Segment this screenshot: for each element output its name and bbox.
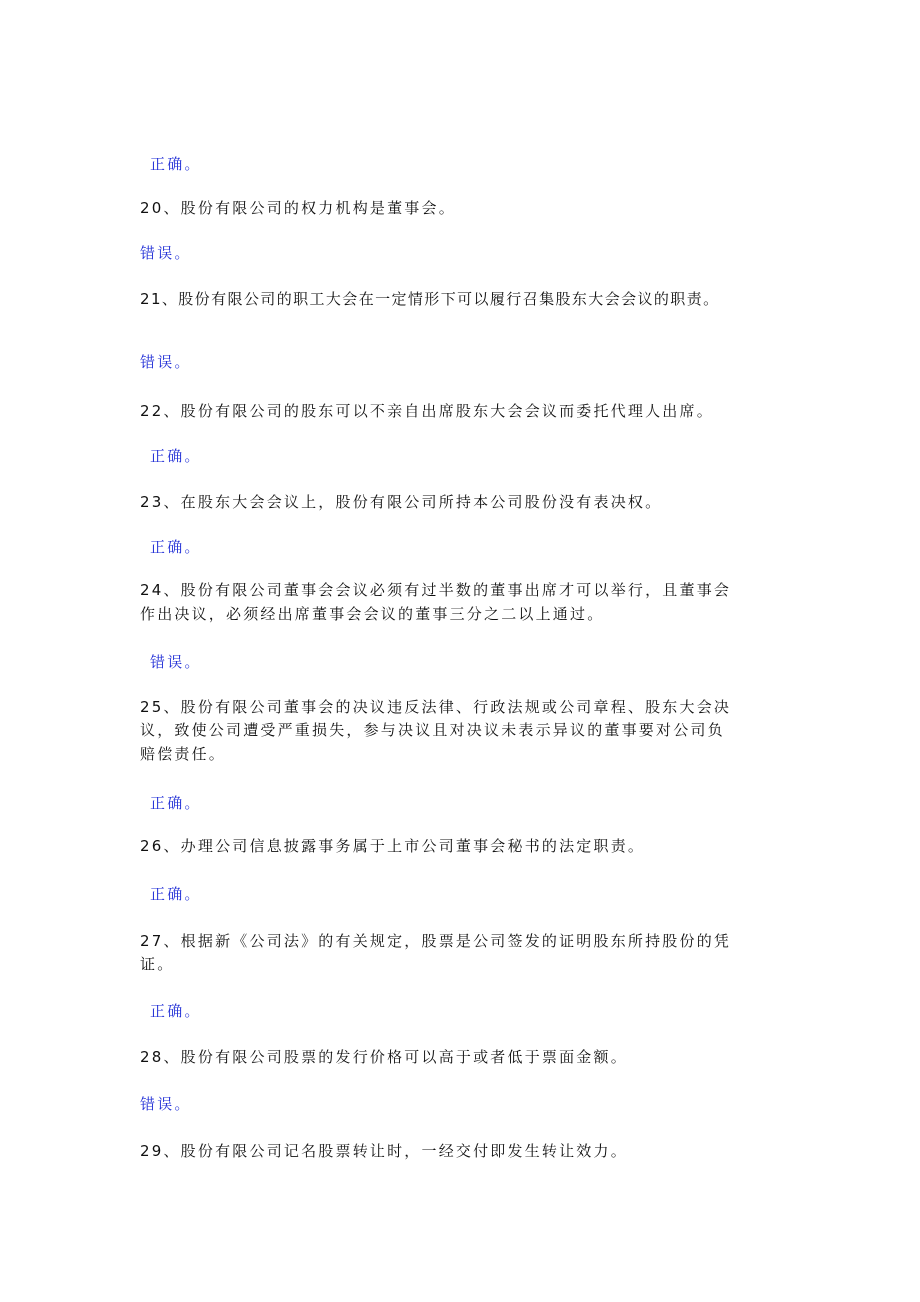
question-25-line-1: 25、股份有限公司董事会的决议违反法律、行政法规或公司章程、股东大会决: [140, 698, 732, 716]
answer-27: 正确。: [150, 1002, 202, 1020]
question-27-line-1: 27、根据新《公司法》的有关规定，股票是公司签发的证明股东所持股份的凭: [140, 932, 732, 950]
question-25-line-3: 赔偿责任。: [140, 745, 227, 763]
answer-19: 正确。: [150, 155, 202, 173]
answer-22: 正确。: [150, 447, 202, 465]
question-21: 21、股份有限公司的职工大会在一定情形下可以履行召集股东大会会议的职责。: [140, 290, 720, 308]
answer-20: 错误。: [140, 244, 192, 262]
question-23: 23、在股东大会会议上，股份有限公司所持本公司股份没有表决权。: [140, 493, 663, 511]
question-26: 26、办理公司信息披露事务属于上市公司董事会秘书的法定职责。: [140, 837, 646, 855]
answer-25: 正确。: [150, 794, 202, 812]
answer-28: 错误。: [140, 1095, 192, 1113]
question-25-line-2: 议，致使公司遭受严重损失，参与决议且对决议未表示异议的董事要对公司负: [140, 721, 725, 739]
question-28: 28、股份有限公司股票的发行价格可以高于或者低于票面金额。: [140, 1048, 628, 1066]
answer-26: 正确。: [150, 885, 202, 903]
answer-21: 错误。: [140, 353, 192, 371]
question-27-line-2: 证。: [140, 955, 175, 973]
question-24-line-2: 作出决议，必须经出席董事会会议的董事三分之二以上通过。: [140, 605, 605, 623]
answer-23: 正确。: [150, 538, 202, 556]
question-29: 29、股份有限公司记名股票转让时，一经交付即发生转让效力。: [140, 1142, 628, 1160]
question-24-line-1: 24、股份有限公司董事会会议必须有过半数的董事出席才可以举行，且董事会: [140, 581, 732, 599]
answer-24: 错误。: [150, 653, 202, 671]
question-22: 22、股份有限公司的股东可以不亲自出席股东大会会议而委托代理人出席。: [140, 402, 714, 420]
question-20: 20、股份有限公司的权力机构是董事会。: [140, 199, 456, 217]
